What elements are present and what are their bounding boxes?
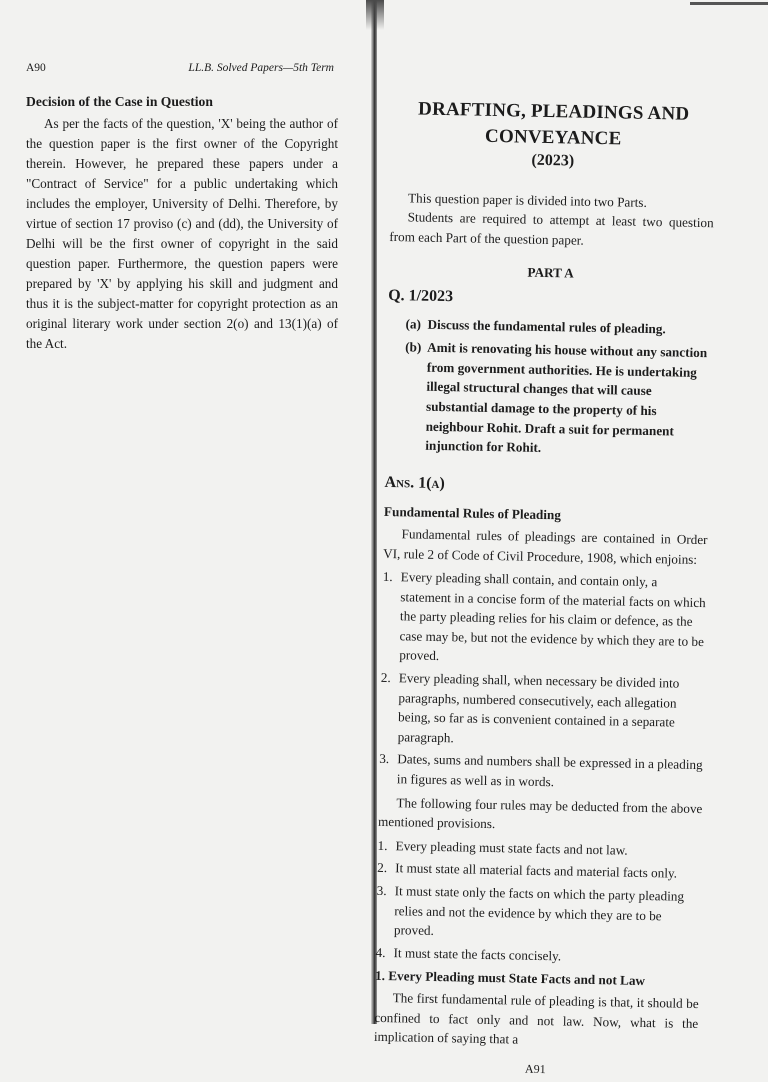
left-heading: Decision of the Case in Question xyxy=(26,94,213,109)
right-page-number: A91 xyxy=(524,1061,546,1076)
page-edge xyxy=(690,2,768,5)
question-label: (b) xyxy=(405,339,422,355)
mid-paragraph: The following four rules may be deducted from the above mentioned provisions. xyxy=(377,794,703,832)
left-page-number: A90 xyxy=(26,62,46,74)
answer-heading: Ans. 1(a) xyxy=(384,473,445,492)
part-heading: PART A xyxy=(527,265,574,281)
book-gutter xyxy=(371,0,377,1024)
list-item: 3. Dates, sums and numbers shall be expressed in a pleading in figures as well as in words. xyxy=(379,751,703,790)
left-running-header xyxy=(26,58,338,78)
left-page xyxy=(26,58,338,354)
paper-year: (2023) xyxy=(531,151,575,170)
subheading: 1. Every Pleading must State Facts and not Law xyxy=(374,968,646,989)
question-text: Amit is renovating his house without any sanction from government authorities. He is undertaking illegal structural changes that will cause substantial damage to the property of his neighbour Rohit. Draft a suit for permanent injunction for Rohit. xyxy=(425,339,708,456)
intro-line-2: Students are required to attempt at least two question from each Part of the question paper. xyxy=(389,209,714,248)
paper-title: DRAFTING, PLEADINGS AND CONVEYANCE xyxy=(417,98,690,150)
question-item xyxy=(387,314,711,340)
intro-line-1: This question paper is divided into two Parts. xyxy=(407,189,647,210)
list-item: 3. It must state only the facts on which the party pleading relies and not the evidence by which they are to be proved. xyxy=(376,882,685,939)
question-number: Q. 1/2023 xyxy=(388,286,454,306)
section-heading: Fundamental Rules of Pleading xyxy=(383,504,562,523)
list-item: 2. Every pleading shall, when necessary be divided into paragraphs, numbered consecutively, each allegation being, so far as is convenient contained in a separate paragraph. xyxy=(380,669,680,746)
four-rules-list xyxy=(375,836,701,969)
lead-paragraph: Fundamental rules of pleadings are contained in Order VI, rule 2 of Code of Civil Procedure, 1908, which enjoins: xyxy=(383,526,708,567)
binding-shadow xyxy=(366,0,384,30)
question-label: (a) xyxy=(405,315,422,332)
right-page xyxy=(373,96,716,1082)
last-paragraph: The first fundamental rule of pleading is that, it should be confined to fact only and not law. Now, what is the implication of saying that a xyxy=(373,990,699,1047)
running-head: LL.B. Solved Papers—5th Term xyxy=(188,62,334,74)
order-vi-rules xyxy=(379,567,707,795)
list-item: 1. Every pleading shall contain, and contain only, a statement in a concise form of the material facts on which the party pleading relies for his claim or defence, as the case may be, but not the evidence by which they are to be proved. xyxy=(382,569,706,664)
question-item xyxy=(385,337,711,461)
list-item: 1. Every pleading must state facts and not law. xyxy=(377,837,628,858)
question-text: Discuss the fundamental rules of pleading. xyxy=(427,316,666,336)
left-paragraph: As per the facts of the question, 'X' being the author of the question paper is the first owner of the Copyright therein. However, he prepared these papers under a "Contract of Service" for a public undertaking which includes the employer, University of Delhi. Therefore, by virtue of section 17 proviso (c) and (dd), the University of Delhi will be the first owner of copyright in the said question paper. Furthermore, the question papers were prepared by 'X' by applying his skill and judgment and thus it is the subject-matter for copyright protection as an original literary work under section 2(o) and 13(1)(a) of the Act. xyxy=(26,116,338,351)
list-item: 2. It must state all material facts and material facts only. xyxy=(377,860,678,882)
list-item: 4. It must state the facts concisely. xyxy=(375,944,562,964)
